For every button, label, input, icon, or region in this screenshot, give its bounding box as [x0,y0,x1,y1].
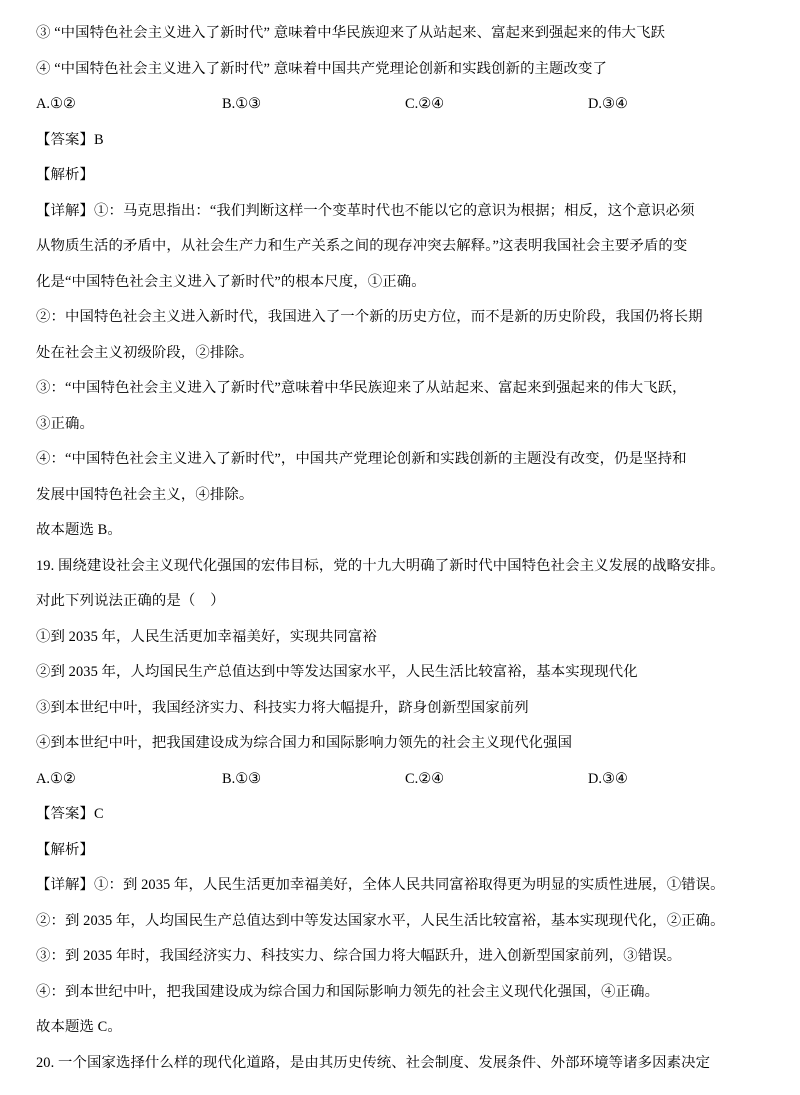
text-line: 19. 围绕建设社会主义现代化强国的宏伟目标，党的十九大明确了新时代中国特色社会主义发展的战略安排。 [36,557,725,574]
text-line: 从物质生活的矛盾中，从社会生产力和生产关系之间的现存冲突去解释。”这表明我国社会主要矛盾的变 [36,238,688,254]
text-line: ④到本世纪中叶，把我国建设成为综合国力和国际影响力领先的社会主义现代化强国 [36,735,573,751]
text-line: ③正确。 [36,415,94,432]
text-line: 处在社会主义初级阶段，②排除。 [36,344,254,361]
option-d[interactable]: D.③④ [588,96,628,112]
answer-options-row [36,87,764,123]
option-c[interactable]: C.②④ [405,770,444,787]
text-line: ①到 2035 年，人民生活更加幸福美好，实现共同富裕 [36,628,377,645]
text-line: 【解析】 [36,167,94,183]
option-a[interactable]: A.①② [36,96,76,112]
text-line: 化是“中国特色社会主义进入了新时代”的根本尺度，①正确。 [36,273,426,290]
text-line: ③ “中国特色社会主义进入了新时代” 意味着中华民族迎来了从站起来、富起来到强起来的伟大飞跃 [36,25,665,41]
text-line: ③到本世纪中叶，我国经济实力、科技实力将大幅提升，跻身创新型国家前列 [36,699,529,716]
option-b[interactable]: B.①③ [222,96,261,112]
text-line: ④：“中国特色社会主义进入了新时代”，中国共产党理论创新和实践创新的主题没有改变，仍是坚持和 [36,451,687,467]
text-line: ④ “中国特色社会主义进入了新时代” 意味着中国共产党理论创新和实践创新的主题改变了 [36,60,608,77]
text-line: 故本题选 C。 [36,1019,122,1035]
text-line: ②：中国特色社会主义进入新时代，我国进入了一个新的历史方位，而不是新的历史阶段，我国仍将长期 [36,309,703,325]
text-line: 【详解】①：马克思指出：“我们判断这样一个变革时代也不能以它的意识为根据；相反，这个意识必须 [36,202,695,219]
text-line: ③：“中国特色社会主义进入了新时代”意味着中华民族迎来了从站起来、富起来到强起来的伟大飞跃， [36,380,687,396]
text-line: 20. 一个国家选择什么样的现代化道路，是由其历史传统、社会制度、发展条件、外部环境等诸多因素决定 [36,1054,711,1071]
text-line: 【答案】C [36,806,104,822]
text-line: ②：到 2035 年，人均国民生产总值达到中等发达国家水平，人民生活比较富裕，基本实现现代化，②正确。 [36,912,725,929]
text-line: 【解析】 [36,841,94,858]
text-line: ③：到 2035 年时，我国经济实力、科技实力、综合国力将大幅跃升，进入创新型国家前列，③错误。 [36,948,682,964]
text-line: ④：到本世纪中叶，把我国建设成为综合国力和国际影响力领先的社会主义现代化强国，④正确。 [36,983,660,1000]
text-line: 【答案】B [36,131,104,148]
option-a[interactable]: A.①② [36,770,76,787]
option-b[interactable]: B.①③ [222,770,261,787]
option-c[interactable]: C.②④ [405,96,444,112]
text-line: 【详解】①：到 2035 年，人民生活更加幸福美好，全体人民共同富裕取得更为明显的实质性进展，①错误。 [36,877,725,893]
document-body [36,16,764,1081]
answer-options-row [36,762,764,798]
text-line: 故本题选 B。 [36,522,122,538]
text-line: ②到 2035 年，人均国民生产总值达到中等发达国家水平，人民生活比较富裕，基本实现现代化 [36,664,638,680]
text-line: 发展中国特色社会主义，④排除。 [36,486,254,503]
option-d[interactable]: D.③④ [588,770,628,787]
text-line: 对此下列说法正确的是（ ） [36,593,225,609]
